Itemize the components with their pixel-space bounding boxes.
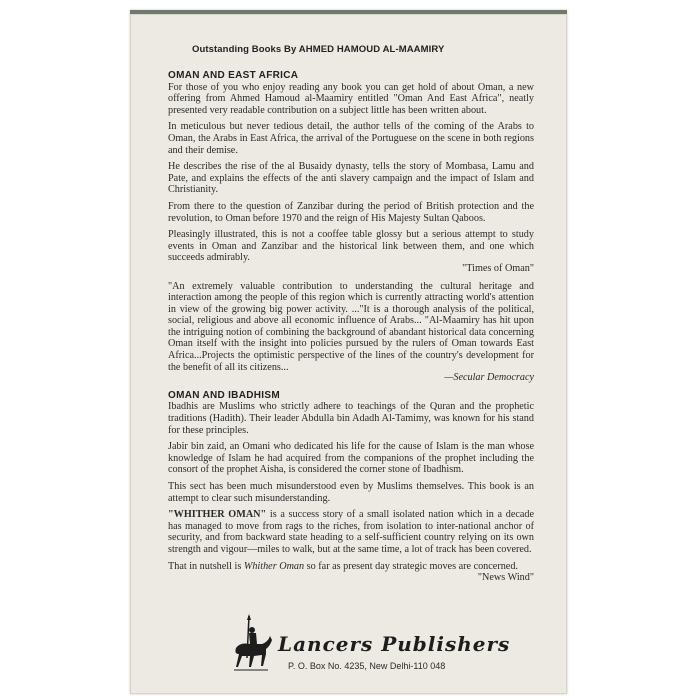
book-back-cover bbox=[130, 10, 567, 694]
closing-text-start: That in nutshell is bbox=[168, 560, 244, 572]
closing-paragraph bbox=[168, 561, 534, 573]
closing-book-title: Whither Oman bbox=[243, 560, 305, 572]
paragraph: For those of you who enjoy reading any book you can get hold of about Oman, a new offering from Ahmed Hamoud al-Maamiry entitled "Oman And East Africa", neatly presented very readable contribution on a subject little has been written about. bbox=[168, 81, 534, 116]
paragraph: Ibadhis are Muslims who strictly adhere to teachings of the Quran and the prophetic traditions (Hadith). Their leader Abdulla bin Adadh Al-Tamimy, was known for his stand for these principles. bbox=[168, 401, 534, 436]
cover-text bbox=[168, 70, 534, 590]
whither-oman-paragraph bbox=[168, 509, 534, 555]
review-quote: "An extremely valuable contribution to understanding the cultural heritage and interaction among the people of this region which is currently attracting world's attention in view of the growing big power activity. ..."It is a thorough analysis of the political, social, religious and above all economic influence of Arabs... "Al-Maamiry has hit upon the intriguing notion of combining the background of abandant historical data concerning Oman itself with the insight into policies pursued by the rulers of Oman towards East Africa...Projects the optimistic perspective of the lines of the country's development for the benefit of all its citizens... bbox=[168, 280, 534, 373]
paragraph: This sect has been much misunderstood even by Muslims themselves. This book is an attempt to clear such misunderstanding. bbox=[168, 481, 534, 504]
publisher-name: Lancers Publishers bbox=[278, 632, 511, 656]
horseman-lancer-icon bbox=[230, 614, 272, 676]
whither-oman-text: is a success story of a small isolated nation which in a decade has managed to move from rags to the riches, from isolation to inter-national anchor of security, and from backward state heading to a self-sufficient country relying on its own strength and vigour—miles to walk, but at the same time, a lot of track has been covered. bbox=[168, 509, 534, 555]
closing-text-end: so far as present day strategic moves are concerned. bbox=[304, 560, 518, 572]
paragraph: In meticulous but never tedious detail, the author tells of the coming of the Arabs to Oman, the Arabs in East Africa, the arrival of the Portuguese on the scene in both regions and their demise. bbox=[168, 121, 534, 156]
publisher-address: P. O. Box No. 4235, New Delhi-110 048 bbox=[288, 661, 446, 671]
attribution-secular-democracy: —Secular Democracy bbox=[444, 372, 534, 384]
section-title-oman-east-africa: OMAN AND EAST AFRICA bbox=[168, 70, 299, 81]
publisher-block bbox=[230, 614, 530, 684]
paragraph: He describes the rise of the al Busaidy dynasty, tells the story of Mombasa, Lamu and Pate, and explains the effects of the anti slavery campaign and the impact of Islam and Christianity. bbox=[168, 161, 534, 196]
page-header: Outstanding Books By AHMED HAMOUD AL-MAAMIRY bbox=[192, 44, 445, 55]
paragraph: From there to the question of Zanzibar during the period of British protection and the revolution, to Oman before 1970 and the reign of His Majesty Sultan Qaboos. bbox=[168, 200, 534, 224]
attribution-times-of-oman: "Times of Oman" bbox=[462, 262, 534, 274]
whither-oman-title: "WHITHER OMAN" bbox=[168, 509, 267, 521]
paragraph: Jabir bin zaid, an Omani who dedicated his life for the cause of Islam is the man whose knowledge of Islam he had acquired from the companions of the prophet including the consort of the prophet Aisha, is considered the corner stone of Ibadhism. bbox=[168, 441, 534, 476]
paragraph: Pleasingly illustrated, this is not a cooffee table glossy but a serious attempt to study events in Oman and Zanzibar and the historical link between them, and one which succeeds admirably. bbox=[168, 229, 534, 264]
section-title-oman-ibadhism: OMAN AND IBADHISM bbox=[168, 389, 280, 401]
attribution-news-wind: "News Wind" bbox=[477, 572, 534, 584]
